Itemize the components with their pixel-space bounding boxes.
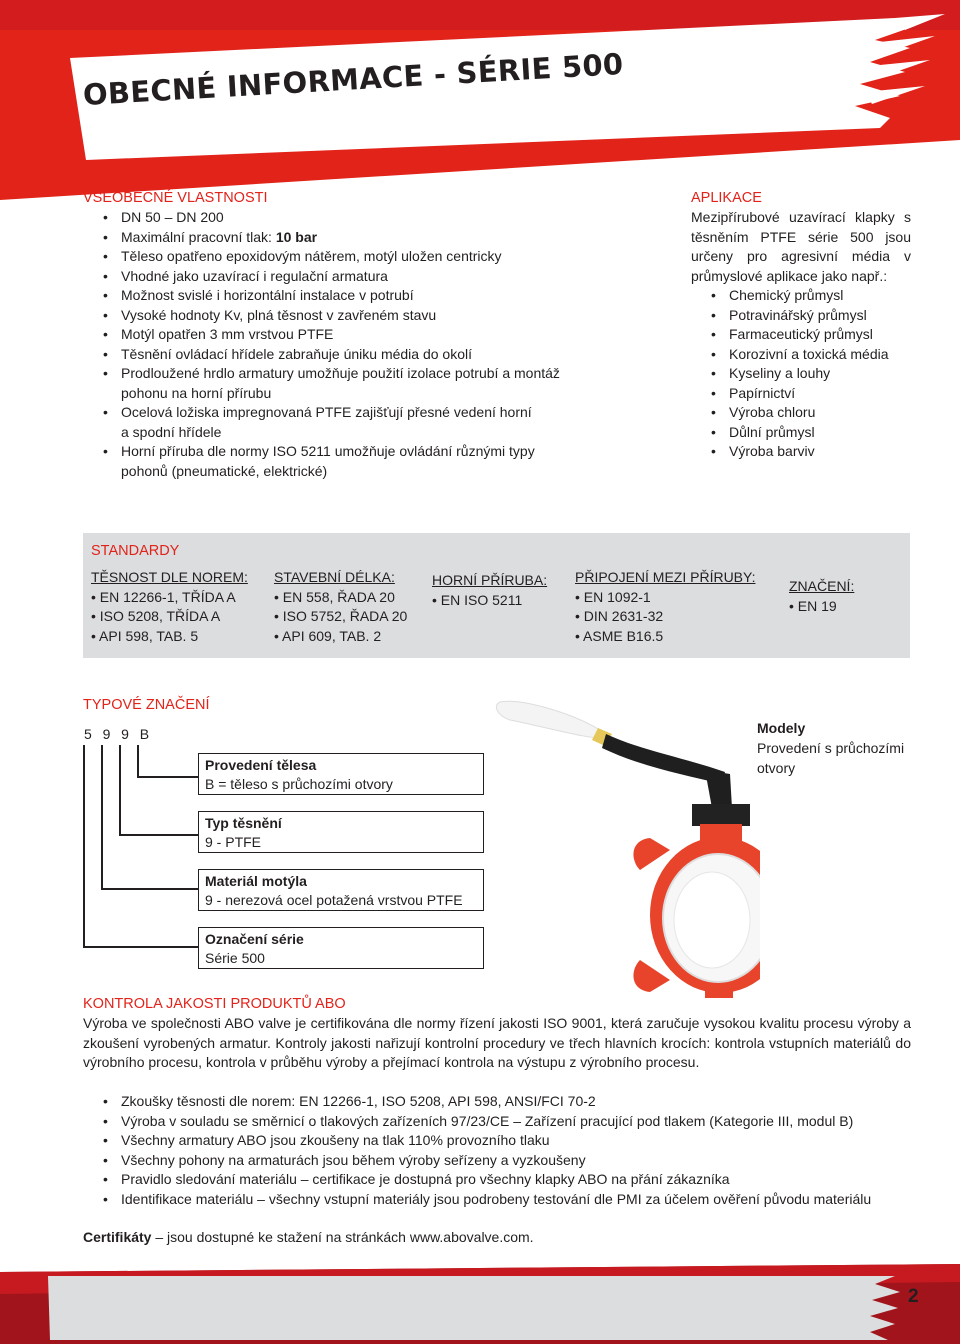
standards-column-connection <box>575 568 755 646</box>
column-item: • ISO 5752, ŘADA 20 <box>274 608 408 624</box>
list-item: • Farmaceutický průmysl <box>691 325 931 345</box>
designation-box-disc <box>198 869 484 911</box>
column-item: • EN 19 <box>789 597 837 614</box>
quality-list <box>83 1092 923 1209</box>
column-item: • EN 558, ŘADA 20 <box>274 588 395 605</box>
list-item: • Papírnictví <box>691 384 931 404</box>
box-title: Typ těsnění <box>205 815 282 831</box>
certificates-text: – jsou dostupné ke stažení na stránkách www.abovalve.com. <box>151 1229 534 1245</box>
box-title: Provedení tělesa <box>205 757 317 773</box>
list-item: • Korozivní a toxická média <box>691 345 931 365</box>
list-item: • Výroba barviv <box>691 442 931 462</box>
pressure-value: 10 bar <box>275 228 318 245</box>
connector-line <box>101 745 103 889</box>
list-item: • Možnost svislé i horizontální instalace v potrubí <box>83 286 643 306</box>
footer-banner <box>0 1264 960 1344</box>
list-item: • Identifikace materiálu – všechny vstupní materiály jsou podrobeny testování dle PMI za účelem ověření původu materiálu <box>83 1190 923 1210</box>
designation-box-series <box>198 927 484 969</box>
column-item: • API 598, TAB. 5 <box>91 627 199 644</box>
list-item: • Chemický průmysl <box>691 286 931 306</box>
list-item: • Zkoušky těsnosti dle norem: EN 12266-1, ISO 5208, API 598, ANSI/FCI 70-2 <box>83 1092 923 1112</box>
standards-title: STANDARDY <box>91 543 180 559</box>
connector-line <box>119 745 121 835</box>
designation-box-seal <box>198 811 484 853</box>
applications-section-title: APLIKACE <box>691 190 762 206</box>
box-text: 9 - PTFE <box>205 834 262 850</box>
list-item <box>83 228 643 248</box>
page-title: OBECNÉ INFORMACE - SÉRIE 500 <box>82 46 625 113</box>
column-item: • ASME B16.5 <box>575 627 664 644</box>
column-item: • EN ISO 5211 <box>432 591 523 608</box>
list-item: • Pravidlo sledování materiálu – certifikace je dostupná pro všechny klapky ABO na přání zákazníka <box>83 1170 923 1190</box>
applications-intro: Mezipřírubové uzavírací klapky s těsněním PTFE série 500 jsou určeny pro agresivní média v průmyslové aplikace jako např.: <box>691 209 911 284</box>
list-item: • Prodloužené hrdlo armatury umožňuje použití izolace potrubí a montáž pohonu na horní přírubu <box>83 364 581 403</box>
connector-line <box>119 834 199 836</box>
column-heading: ZNAČENÍ: <box>789 578 855 594</box>
standards-column-top-flange <box>432 571 547 610</box>
connector-line <box>83 745 85 947</box>
list-item: • Těleso opatřeno epoxidovým nátěrem, motýl uložen centricky <box>83 247 643 267</box>
column-item: • EN 1092-1 <box>575 588 651 605</box>
general-section-title: VŠEOBECNÉ VLASTNOSTI <box>83 190 268 206</box>
box-title: Materiál motýla <box>205 873 307 889</box>
list-item: • Všechny armatury ABO jsou zkoušeny na tlak 110% provozního tlaku <box>83 1131 923 1151</box>
standards-column-tightness <box>91 568 248 646</box>
column-item: • EN 12266-1, TŘÍDA A <box>91 588 236 605</box>
general-list <box>83 208 643 481</box>
list-item: • Motýl opatřen 3 mm vrstvou PTFE <box>83 325 643 345</box>
connector-line <box>101 888 199 890</box>
standards-column-marking <box>789 577 854 616</box>
list-item: • Potravinářský průmysl <box>691 306 931 326</box>
models-text: Provedení s průchozími otvory <box>757 740 905 776</box>
quality-section-title: KONTROLA JAKOSTI PRODUKTŮ ABO <box>83 996 346 1012</box>
column-heading: HORNÍ PŘÍRUBA: <box>432 572 548 588</box>
list-item: • Důlní průmysl <box>691 423 931 443</box>
butterfly-valve-image <box>480 690 760 1000</box>
designation-box-body <box>198 753 484 795</box>
column-heading: STAVEBNÍ DÉLKA: <box>274 569 395 585</box>
box-title: Označení série <box>205 931 304 947</box>
column-heading: PŘIPOJENÍ MEZI PŘÍRUBY: <box>575 569 756 585</box>
list-item: • Kyseliny a louhy <box>691 364 931 384</box>
type-code: 5 9 9 B <box>84 726 151 742</box>
box-text: B = těleso s průchozími otvory <box>205 776 393 792</box>
connector-line <box>83 946 199 948</box>
list-item: • Vhodné jako uzavírací i regulační armatura <box>83 267 643 287</box>
pressure-label: Maximální pracovní tlak: <box>121 228 276 245</box>
column-item: • DIN 2631-32 <box>575 608 664 624</box>
quality-paragraph: Výroba ve společnosti ABO valve je certifikována dle normy řízení jakosti ISO 9001, která zaručuje vysokou kvalitu procesu výroby a zkoušení vyrobených armatur. Kontroly jakosti nařizují kontrolní procedury ve třech hlavních krocích: kontrola vstupních materiálů do výrobního procesu, kontrola v průběhu výroby a přejímací kontrola na výstupu z výrobního procesu. <box>83 1015 911 1070</box>
connector-line <box>137 745 139 777</box>
list-item: • DN 50 – DN 200 <box>83 208 643 228</box>
column-item: • ISO 5208, TŘÍDA A <box>91 608 221 624</box>
list-item: • Horní příruba dle normy ISO 5211 umožňuje ovládání různými typy pohonů (pneumatické, elektrické) <box>83 442 551 481</box>
list-item: • Výroba chloru <box>691 403 931 423</box>
list-item: • Vysoké hodnoty Kv, plná těsnost v zavřeném stavu <box>83 306 643 326</box>
list-item: • Těsnění ovládací hřídele zabraňuje úniku média do okolí <box>83 345 643 365</box>
page-number: 2 <box>908 1286 919 1307</box>
applications-list <box>691 286 931 462</box>
connector-line <box>137 776 199 778</box>
certificates-line <box>83 1229 534 1245</box>
standards-column-length <box>274 568 407 646</box>
box-text: 9 - nerezová ocel potažená vrstvou PTFE <box>205 892 463 908</box>
box-text: Série 500 <box>205 950 265 966</box>
standards-panel <box>83 533 910 658</box>
models-title: Modely <box>757 720 806 736</box>
column-heading: TĚSNOST DLE NOREM: <box>91 569 248 585</box>
list-item: • Výroba v souladu se směrnicí o tlakových zařízeních 97/23/CE – Zařízení pracující pod tlakem (Kategorie III, modul B) <box>83 1112 923 1132</box>
column-item: • API 609, TAB. 2 <box>274 627 382 644</box>
certificates-label: Certifikáty <box>83 1229 152 1245</box>
list-item: • Všechny pohony na armaturách jsou během výroby seřízeny a vyzkoušeny <box>83 1151 923 1171</box>
list-item: • Ocelová ložiska impregnovaná PTFE zajišťují přesné vedení horní a spodní hřídele <box>83 403 541 442</box>
typing-section-title: TYPOVÉ ZNAČENÍ <box>83 697 210 713</box>
